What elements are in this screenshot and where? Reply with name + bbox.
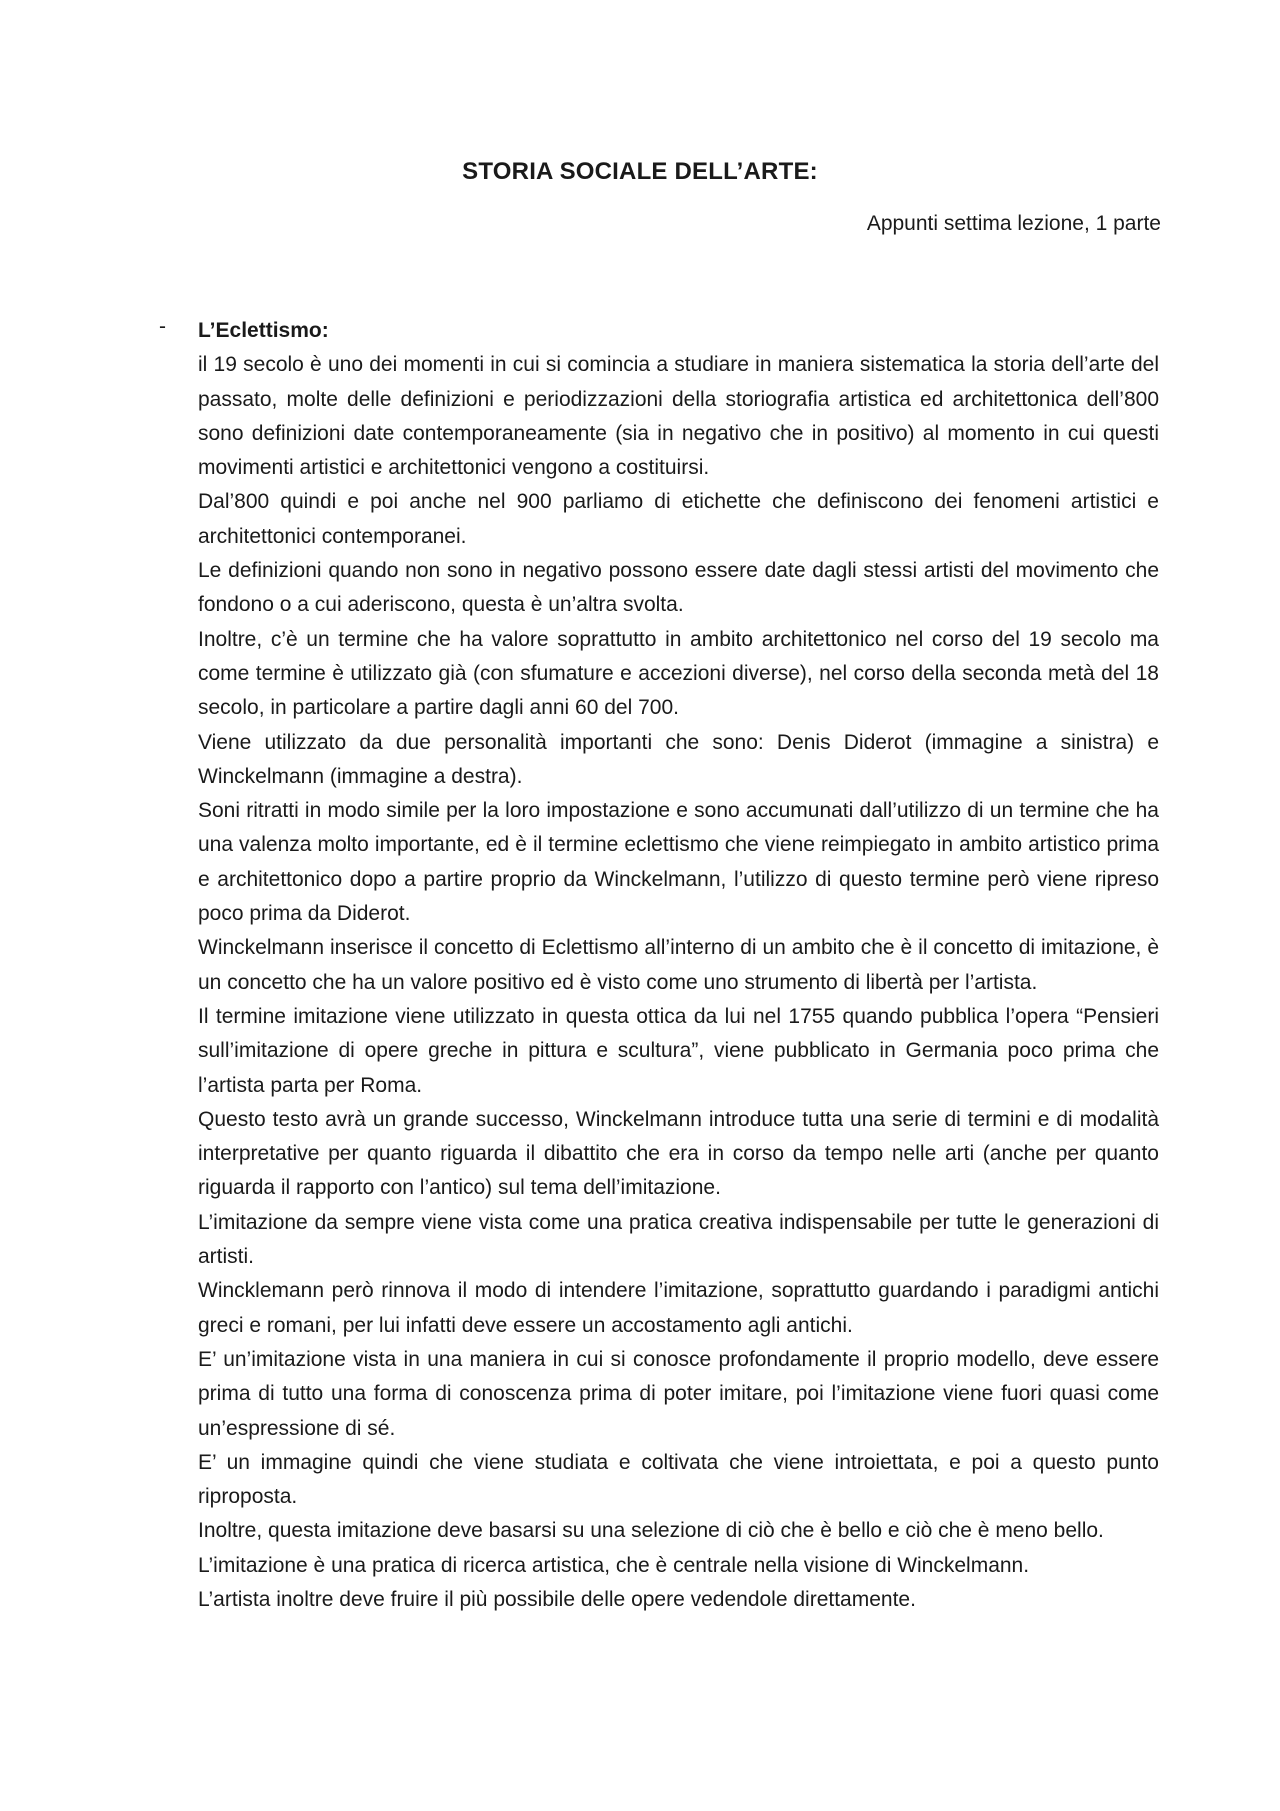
- document-title: STORIA SOCIALE DELL’ARTE:: [462, 158, 818, 185]
- paragraph-6: Soni ritratti in modo simile per la loro impostazione e sono accumunati dall’utilizzo di un termine che ha una valenza molto importante, ed è il termine eclettismo che viene reimpiegato in ambito artistico prima e architettonico dopo a partire proprio da Winckelmann, l’utilizzo di questo termine però viene ripreso poco prima da Diderot.: [198, 799, 1159, 926]
- paragraph-1: il 19 secolo è uno dei momenti in cui si comincia a studiare in maniera sistematica la storia dell’arte del passato, molte delle definizioni e periodizzazioni della storiografia artistica ed architettonica dell’800 sono definizioni date contemporaneamente (sia in negativo che in positivo) al momento in cui questi movimenti artistici e architettonici vengono a costituirsi.: [198, 353, 1159, 480]
- paragraph-16: L’artista inoltre deve fruire il più possibile delle opere vedendole direttamente.: [198, 1587, 916, 1611]
- paragraph-9: Questo testo avrà un grande successo, Winckelmann introduce tutta una serie di termini e di modalità interpretative per quanto riguarda il dibattito che era in corso da tempo nelle arti (anche per quanto riguarda il rapporto con l’antico) sul tema dell’imitazione.: [198, 1107, 1159, 1200]
- document-subtitle: Appunti settima lezione, 1 parte: [866, 212, 1161, 235]
- paragraph-5: Viene utilizzato da due personalità importanti che sono: Denis Diderot (immagine a sinistra) e Winckelmann (immagine a destra).: [198, 730, 1159, 788]
- paragraph-7: Winckelmann inserisce il concetto di Eclettismo all’interno di un ambito che è il concetto di imitazione, è un concetto che ha un valore positivo ed è visto come uno strumento di libertà per l’artista.: [198, 936, 1159, 994]
- paragraph-8: Il termine imitazione viene utilizzato in questa ottica da lui nel 1755 quando pubblica l’opera “Pensieri sull’imitazione di opere greche in pittura e scultura”, viene pubblicato in Germania poco prima che l’artista parta per Roma.: [198, 1004, 1159, 1097]
- section-heading: L’Eclettismo:: [198, 319, 329, 342]
- paragraph-11: Wincklemann però rinnova il modo di intendere l’imitazione, soprattutto guardando i paradigmi antichi greci e romani, per lui infatti deve essere un accostamento agli antichi.: [198, 1279, 1159, 1337]
- list-bullet: -: [159, 315, 166, 338]
- paragraph-13: E’ un immagine quindi che viene studiata e coltivata che viene introiettata, e poi a questo punto riproposta.: [198, 1450, 1159, 1509]
- paragraph-10: L’imitazione da sempre viene vista come una pratica creativa indispensabile per tutte le generazioni di artisti.: [198, 1210, 1159, 1269]
- paragraph-14: Inoltre, questa imitazione deve basarsi su una selezione di ciò che è bello e ciò che è meno bello.: [198, 1519, 1104, 1543]
- section-eclettismo: [198, 314, 1159, 1617]
- paragraph-15: L’imitazione è una pratica di ricerca artistica, che è centrale nella visione di Winckelmann.: [198, 1553, 1030, 1577]
- paragraph-12: E’ un’imitazione vista in una maniera in cui si conosce profondamente il proprio modello, deve essere prima di tutto una forma di conoscenza prima di poter imitare, poi l’imitazione viene fuori quasi come un’espressione di sé.: [198, 1347, 1159, 1440]
- paragraph-4: Inoltre, c’è un termine che ha valore soprattutto in ambito architettonico nel corso del 19 secolo ma come termine è utilizzato già (con sfumature e accezioni diverse), nel corso della seconda metà del 18 secolo, in particolare a partire dagli anni 60 del 700.: [198, 627, 1159, 720]
- paragraph-2: Dal’800 quindi e poi anche nel 900 parliamo di etichette che definiscono dei fenomeni artistici e architettonici contemporanei.: [198, 490, 1159, 548]
- paragraph-3: Le definizioni quando non sono in negativo possono essere date dagli stessi artisti del movimento che fondono o a cui aderiscono, questa è un’altra svolta.: [198, 559, 1159, 617]
